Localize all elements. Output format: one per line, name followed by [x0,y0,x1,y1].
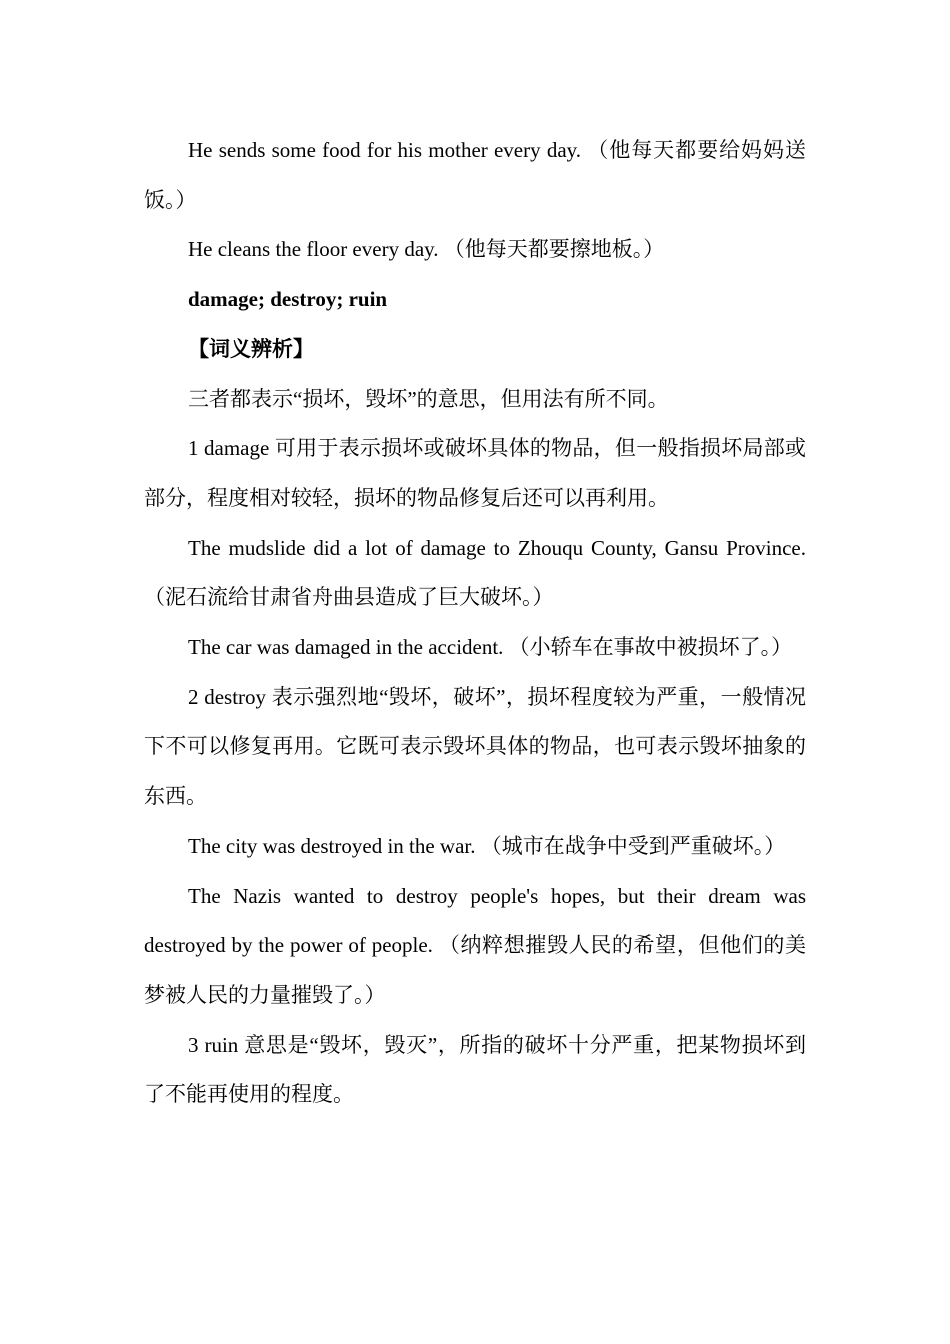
example-sentence-send-food: He sends some food for his mother every day. （他每天都要给妈妈送饭。） [144,138,806,212]
destroy-example-nazis: The Nazis wanted to destroy people's hopes, but their dream was destroyed by the power of people. （纳粹想摧毁人民的希望，但他们的美梦被人民的力量摧毁了。） [144,883,806,1007]
intro-paragraph: 三者都表示“损坏，毁坏”的意思，但用法有所不同。 [188,386,669,411]
destroy-example-city: The city was destroyed in the war. （城市在战争中受到严重破坏。） [188,833,786,858]
section-heading-words: damage; destroy; ruin [188,287,388,312]
section-heading-distinction: 【词义辨析】 [188,336,314,361]
damage-example-mudslide: The mudslide did a lot of damage to Zhouqu County, Gansu Province. （泥石流给甘肃省舟曲县造成了巨大破坏。） [144,535,806,610]
example-sentence-clean-floor: He cleans the floor every day. （他每天都要擦地板。） [188,237,665,262]
ruin-definition: 3 ruin 意思是“毁坏，毁灭”，所指的破坏十分严重，把某物损坏到了不能再使用的程度。 [144,1032,806,1107]
document-page [144,126,806,1120]
damage-definition: 1 damage 可用于表示损坏或破坏具体的物品，但一般指损坏局部或部分，程度相对较轻，损坏的物品修复后还可以再利用。 [144,436,806,510]
destroy-definition: 2 destroy 表示强烈地“毁坏，破坏”，损坏程度较为严重，一般情况下不可以修复再用。它既可表示毁坏具体的物品，也可表示毁坏抽象的东西。 [144,684,806,809]
damage-example-car: The car was damaged in the accident. （小轿车在事故中被损坏了。） [188,635,793,660]
